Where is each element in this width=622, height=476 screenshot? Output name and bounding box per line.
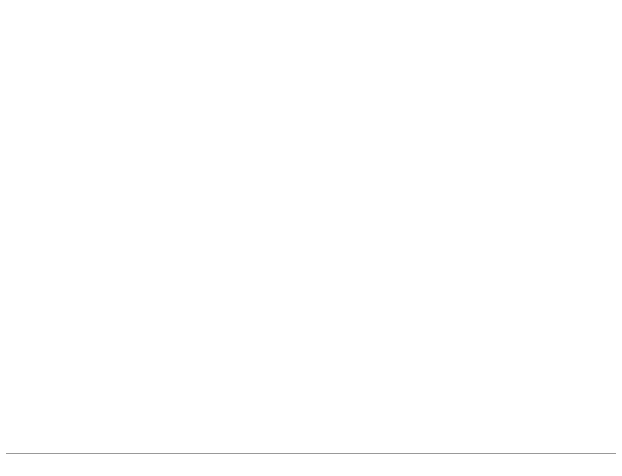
notice-footer	[6, 453, 616, 474]
notice-title	[6, 3, 616, 23]
notice-body	[6, 23, 616, 455]
